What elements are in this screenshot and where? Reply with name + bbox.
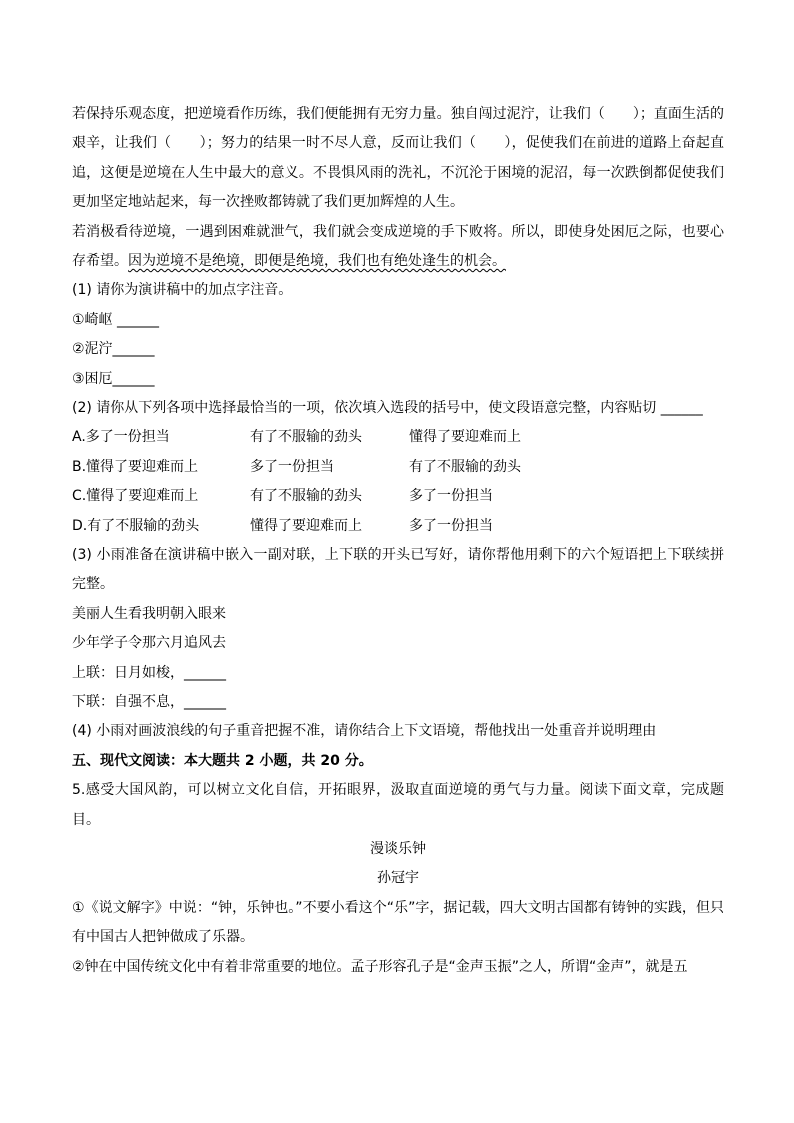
wavy-underlined-sentence: 因为逆境不是绝境，即便是绝境，我们也有绝处逢生的机会。 (128, 253, 506, 270)
couplet-lower-line: 下联：自强不息，______ (72, 693, 226, 710)
couplet-phrase: 少年学子令那六月追风去 (72, 635, 226, 652)
option-cell: 有了不服输的劲头 (250, 429, 362, 446)
question-3-prompt: (3) 小雨准备在演讲稿中嵌入一副对联，上下联的开头已写好，请你帮他用剩下的六个短语把上下联续拼完整。 (72, 546, 724, 593)
option-row-c (72, 482, 724, 511)
article-paragraph-2: ②钟在中国传统文化中有着非常重要的地位。孟子形容孔子是“金声玉振”之人，所谓“金声”，就是五 (72, 958, 688, 975)
option-cell: 懂得了要迎难而上 (250, 517, 362, 534)
option-cell: 懂得了要迎难而上 (409, 429, 521, 446)
option-row-d (72, 512, 724, 541)
question-2-prompt: (2) 请你从下列各项中选择最恰当的一项，依次填入选段的括号中，使文段语意完整，内容贴切 ______ (72, 400, 703, 416)
section-5-heading: 五、现代文阅读：本大题共 2 小题，共 20 分。 (72, 752, 373, 769)
option-cell: D.有了不服输的劲头 (72, 517, 200, 534)
question-4-prompt: (4) 小雨对画波浪线的句子重音把握不准，请你结合上下文语境，帮他找出一处重音并说明理由 (72, 723, 657, 740)
option-cell: 有了不服输的劲头 (250, 488, 362, 505)
article-author: 孙冠宇 (377, 870, 419, 887)
article-paragraph-1: ①《说文解字》中说：“钟，乐钟也。”不要小看这个“乐”字，据记载，四大文明古国都有铸钟的实践，但只有中国古人把钟做成了乐器。 (72, 899, 724, 946)
paragraph-optimism: 若保持乐观态度，把逆境看作历练，我们便能拥有无穷力量。独自闯过泥泞，让我们（ ）；直面生活的艰辛，让我们（ ）；努力的结果一时不尽人意，反而让我们（ ），促使我们在前进的道路上奋起直追，这便是逆境在人生中最大的意义。不畏惧风雨的洗礼，不沉沦于困境的泥沼，每一次跌倒都促使我们更加坚定地站起来，每一次挫败都铸就了我们更加辉煌的人生。 (72, 106, 724, 211)
option-cell: 多了一份担当 (250, 458, 334, 475)
paragraph-pessimism-lead: 若消极看待逆境，一遇到困难就泄气，我们就会变成逆境的手下败将。所以，即使身处困厄之际，也要心存希望。 (72, 223, 724, 270)
option-row-b (72, 453, 724, 482)
question-1-item: ②泥泞______ (72, 341, 155, 358)
question-1-prompt: (1) 请你为演讲稿中的加点字注音。 (72, 282, 293, 299)
question-1-item: ③困厄______ (72, 370, 155, 387)
couplet-phrase: 美丽人生看我明朝入眼来 (72, 605, 226, 622)
option-row-a (72, 423, 724, 452)
article-title: 漫谈乐钟 (370, 840, 426, 857)
question-1-item: ①崎岖 ______ (72, 311, 160, 328)
option-cell: 多了一份担当 (409, 517, 493, 534)
couplet-upper-line: 上联：日月如梭，______ (72, 664, 226, 681)
option-cell: C.懂得了要迎难而上 (72, 488, 199, 505)
paragraph-pessimism (72, 218, 724, 277)
section-5-intro: 5.感受大国风韵，可以树立文化自信，开拓眼界，汲取直面逆境的勇气与力量。阅读下面文章，完成题目。 (72, 782, 724, 828)
option-cell: 有了不服输的劲头 (409, 458, 521, 475)
option-cell: B.懂得了要迎难而上 (72, 458, 199, 475)
option-cell: A.多了一份担当 (72, 429, 170, 446)
option-cell: 多了一份担当 (409, 488, 493, 505)
